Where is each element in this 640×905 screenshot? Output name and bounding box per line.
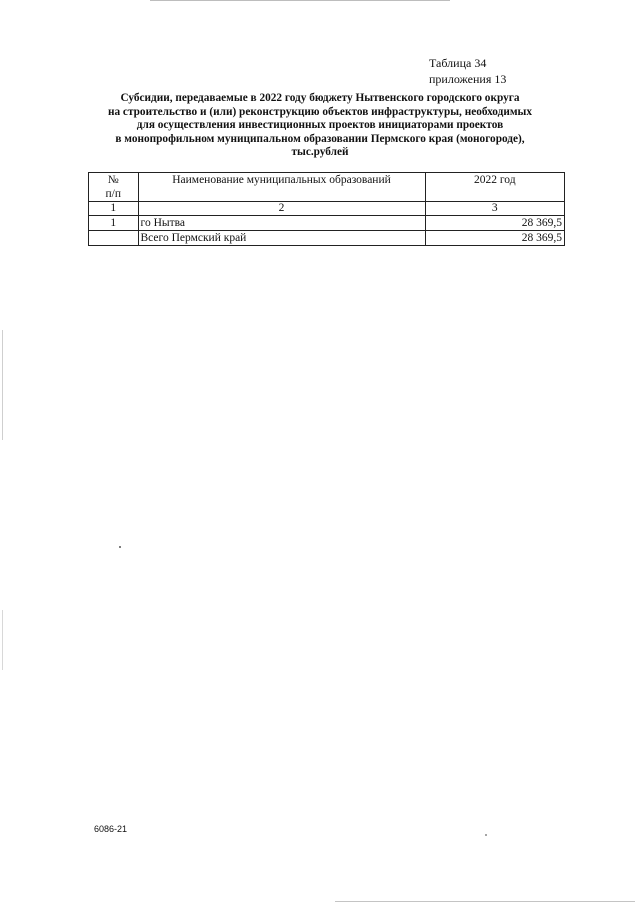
row-name: Всего Пермский край — [138, 231, 425, 246]
column-number: 2 — [138, 202, 425, 216]
title-line: Субсидии, передаваемые в 2022 году бюджету Нытвенского городского округа — [120, 92, 520, 104]
scan-speck — [119, 546, 121, 548]
row-name: го Нытва — [138, 216, 425, 231]
scan-speck — [485, 834, 487, 836]
title-line: в монопрофильном муниципальном образовании Пермского края (моногороде), — [115, 132, 525, 145]
column-number-row — [89, 202, 565, 216]
scan-edge-bottom — [335, 901, 635, 902]
scan-edge-left — [2, 330, 3, 440]
document-code: 6086-21 — [94, 824, 128, 834]
table-row — [89, 216, 565, 231]
title-line: на строительство и (или) реконструкцию объектов инфраструктуры, необходимых — [107, 105, 533, 118]
header-num — [89, 173, 139, 202]
header-year: 2022 год — [425, 173, 564, 202]
table-header-row — [89, 173, 565, 202]
title-line: для осуществления инвестиционных проектов инициаторами проектов — [136, 119, 504, 131]
row-num: 1 — [89, 216, 139, 231]
row-num — [89, 231, 139, 246]
header-num-symbol: № — [107, 174, 119, 186]
table-total-row — [89, 231, 565, 246]
table-label: Таблица 34 — [429, 56, 487, 70]
title-units: тыс.рублей — [291, 146, 349, 158]
column-number: 3 — [425, 202, 564, 216]
row-value: 28 369,5 — [425, 231, 564, 246]
header-num-abbrev: п/п — [105, 188, 122, 200]
scan-edge-top — [150, 0, 450, 1]
header-name: Наименование муниципальных образований — [138, 173, 425, 202]
table-reference — [429, 55, 506, 87]
column-number: 1 — [89, 202, 139, 216]
appendix-label: приложения 13 — [429, 72, 507, 86]
row-value: 28 369,5 — [425, 216, 564, 231]
document-title — [100, 92, 540, 160]
scan-edge-left-lower — [2, 610, 3, 670]
subsidy-table — [88, 172, 565, 246]
